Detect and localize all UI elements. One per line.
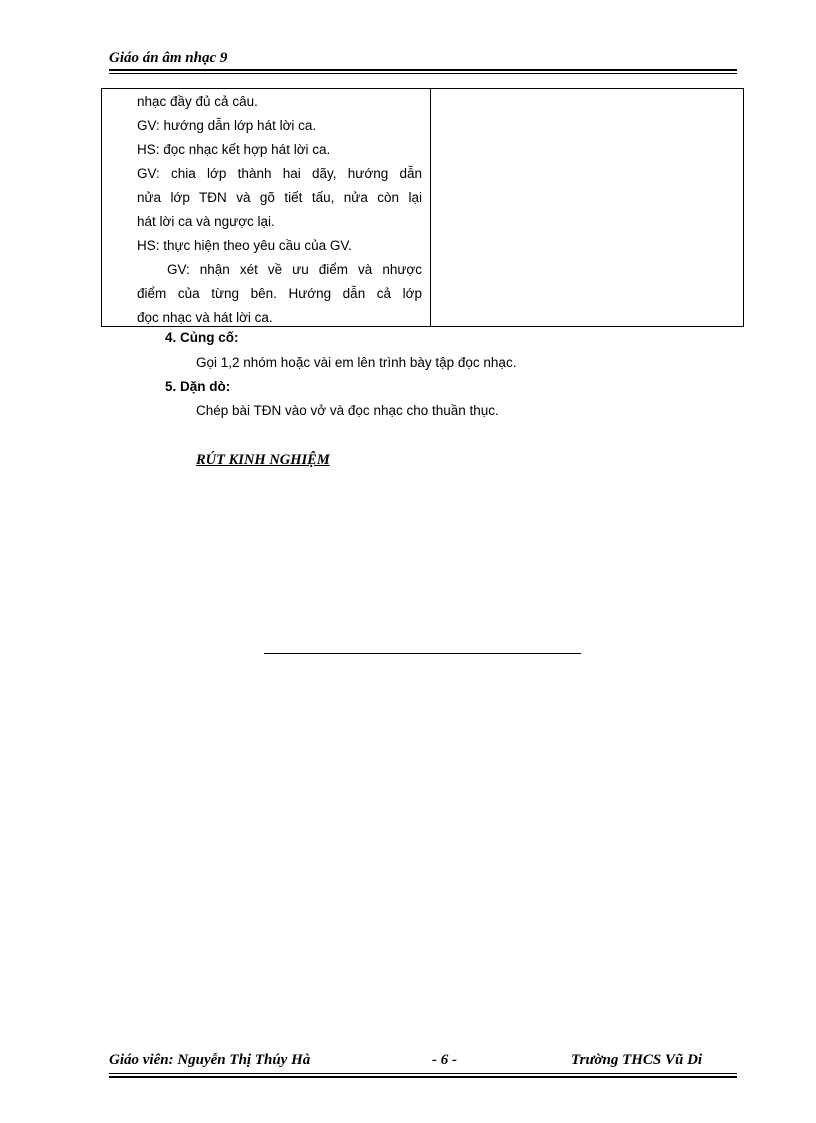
table-cell-line: HS: thực hiện theo yêu cầu của GV.	[137, 238, 352, 253]
consolidation-heading: 4. Củng cố:	[165, 330, 239, 345]
footer-rule-thin	[109, 1073, 737, 1074]
table-column-divider	[430, 88, 431, 327]
table-cell-line: GV: hướng dẫn lớp hát lời ca.	[137, 118, 317, 133]
homework-body: Chép bài TĐN vào vở và đọc nhạc cho thuần thục.	[196, 403, 499, 418]
table-cell-line: HS: đọc nhạc kết hợp hát lời ca.	[137, 142, 331, 157]
header-rule-thick	[109, 69, 737, 71]
header-rule-thin	[109, 73, 737, 74]
homework-heading: 5. Dặn dò:	[165, 379, 231, 394]
experience-heading: RÚT KINH NGHIỆM	[196, 452, 330, 468]
table-left-cell	[137, 90, 422, 330]
consolidation-body: Gọi 1,2 nhóm hoặc vài em lên trình bày tập đọc nhạc.	[196, 355, 517, 370]
table-cell-line: nhạc đầy đủ cả câu.	[137, 94, 258, 109]
table-cell-line: đọc nhạc và hát lời ca.	[137, 310, 273, 325]
footer-school: Trường THCS Vũ Di	[571, 1052, 703, 1068]
header-title: Giáo án âm nhạc 9	[109, 50, 228, 66]
footer-page-number: - 6 -	[432, 1052, 457, 1068]
footer-rule-thick	[109, 1076, 737, 1078]
table-cell-line: hát lời ca và ngược lại.	[137, 214, 275, 229]
table-cell-line: nửa lớp TĐN và gõ tiết tấu, nửa còn lại	[137, 190, 422, 205]
table-cell-line: GV: nhận xét về ưu điểm và nhược	[167, 262, 422, 277]
footer-teacher: Giáo viên: Nguyễn Thị Thúy Hà	[109, 1052, 311, 1068]
table-cell-line: GV: chia lớp thành hai dãy, hướng dẫn	[137, 166, 422, 181]
table-cell-line: điểm của từng bên. Hướng dẫn cả lớp	[137, 286, 422, 301]
separator-rule	[264, 653, 581, 654]
